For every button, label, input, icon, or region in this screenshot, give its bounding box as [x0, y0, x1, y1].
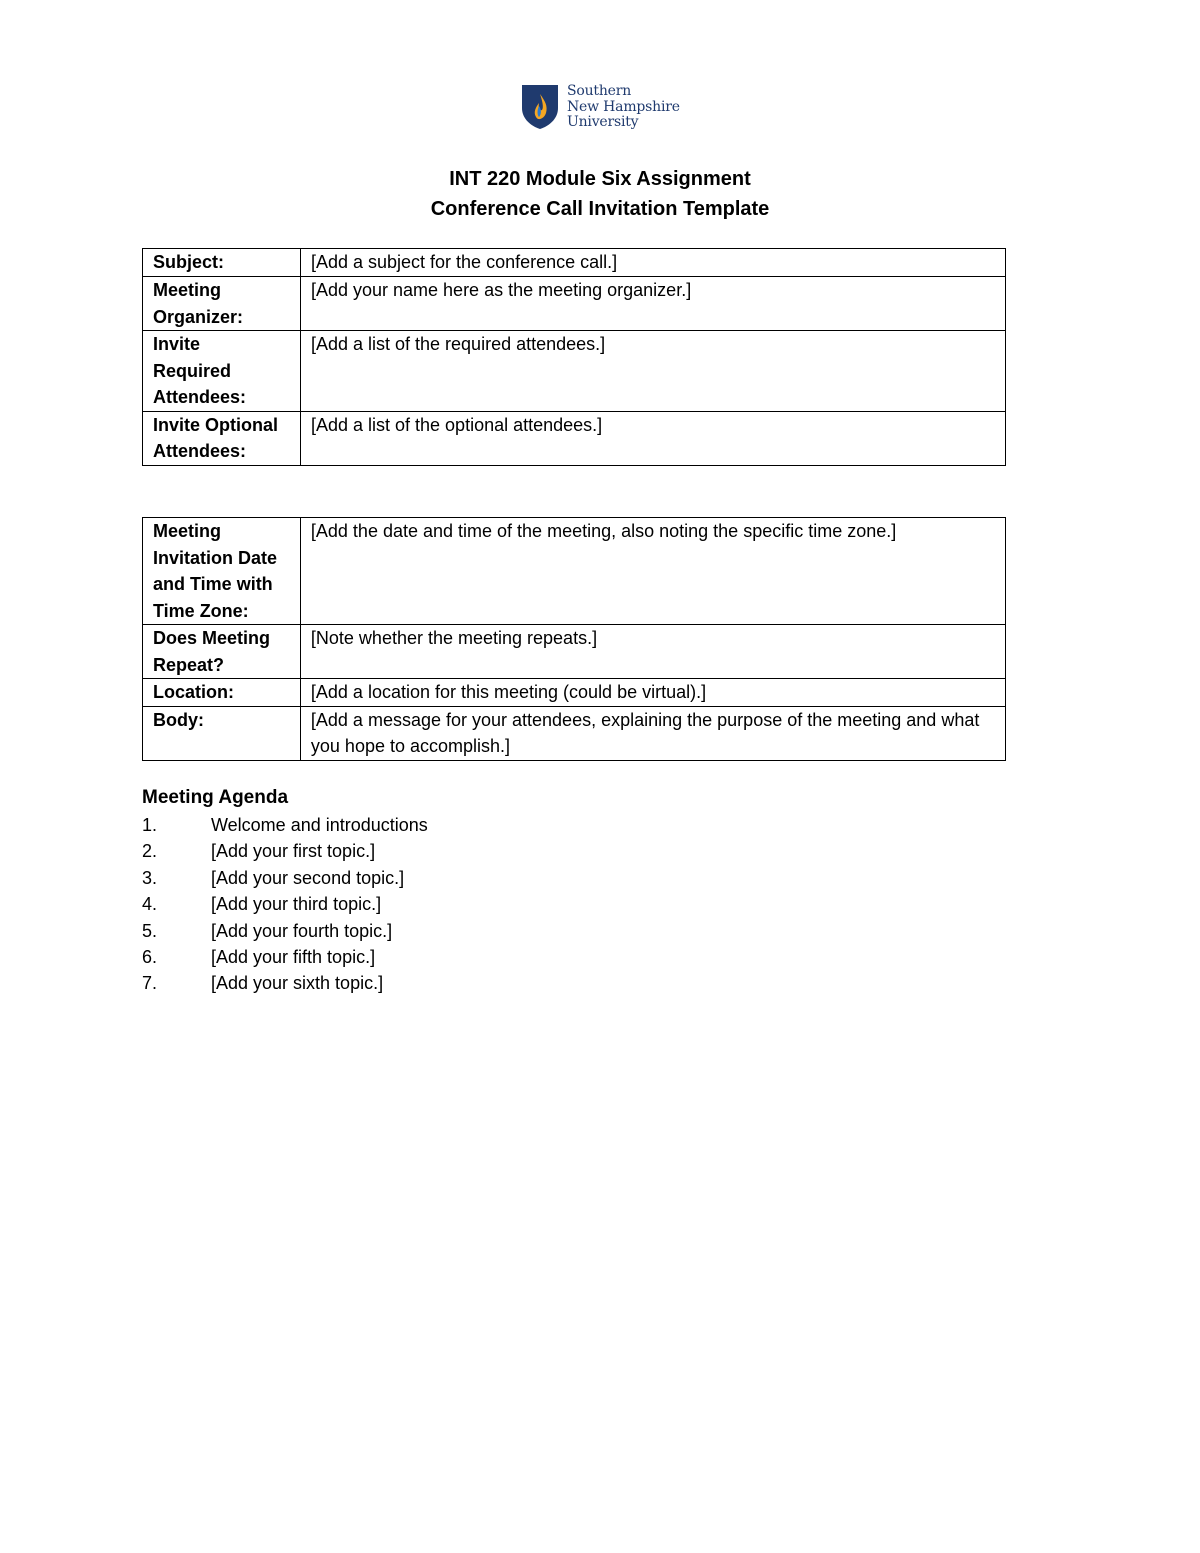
list-text[interactable]: [Add your fifth topic.] [211, 947, 376, 968]
title-line-2: Conference Call Invitation Template [430, 198, 770, 220]
list-text[interactable]: [Add your third topic.] [211, 894, 382, 915]
logo-line-2: New Hampshire [567, 98, 680, 115]
label-text: Invite Required Attendees: [153, 334, 247, 407]
table-row [143, 411, 1006, 465]
row-label: Invite Optional Attendees: [143, 411, 301, 465]
table-row [143, 249, 1006, 277]
list-text[interactable]: [Add your fourth topic.] [211, 920, 393, 941]
row-value[interactable]: [Add a subject for the conference call.] [300, 249, 1005, 277]
row-label: Body: [143, 706, 301, 760]
logo-line-3: University [567, 114, 639, 130]
list-text[interactable]: [Add your sixth topic.] [211, 973, 384, 994]
row-value[interactable]: [Add a list of the optional attendees.] [300, 411, 1005, 465]
list-number: 3. [142, 867, 158, 888]
row-value[interactable]: [Add a message for your attendees, explaining the purpose of the meeting and what you hope to accomplish.] [300, 706, 1005, 760]
list-item [142, 970, 428, 996]
list-item [142, 812, 428, 838]
list-number: 1. [142, 815, 158, 835]
agenda-list [142, 812, 428, 997]
list-number: 7. [142, 973, 158, 994]
list-number: 5. [142, 920, 158, 941]
row-label: Meeting Invitation Date and Time with Time Zone: [143, 518, 301, 625]
row-value[interactable]: [Note whether the meeting repeats.] [300, 625, 1005, 679]
list-item [142, 891, 428, 917]
list-item [142, 944, 428, 970]
invitation-details-table [142, 248, 1006, 466]
table-row [143, 679, 1006, 707]
list-text[interactable]: [Add your second topic.] [211, 867, 405, 888]
table-row [143, 518, 1006, 625]
title-line-1: INT 220 Module Six Assignment [449, 168, 751, 190]
agenda-heading: Meeting Agenda [142, 787, 289, 808]
list-item [142, 918, 428, 944]
row-value[interactable]: [Add a location for this meeting (could be virtual).] [300, 679, 1005, 707]
list-item [142, 838, 428, 864]
table-row [143, 277, 1006, 331]
list-number: 2. [142, 841, 158, 862]
meeting-details-table [142, 517, 1006, 761]
list-text[interactable]: Welcome and introductions [211, 815, 428, 835]
row-label [143, 331, 301, 412]
list-text[interactable]: [Add your first topic.] [211, 841, 376, 862]
label-text: Meeting Organizer: [153, 280, 244, 327]
logo-wordmark [567, 84, 680, 131]
list-number: 6. [142, 947, 158, 968]
row-value[interactable]: [Add the date and time of the meeting, also noting the specific time zone.] [300, 518, 1005, 625]
row-label: Does Meeting Repeat? [143, 625, 301, 679]
list-item [142, 865, 428, 891]
row-value[interactable]: [Add your name here as the meeting organizer.] [300, 277, 1005, 331]
table-row [143, 331, 1006, 412]
logo-line-1: Southern [567, 83, 632, 99]
row-value[interactable]: [Add a list of the required attendees.] [300, 331, 1005, 412]
list-number: 4. [142, 894, 158, 915]
document-title [0, 164, 1200, 224]
table-row [143, 625, 1006, 679]
row-label [143, 277, 301, 331]
row-label: Subject: [143, 249, 301, 277]
row-label: Location: [143, 679, 301, 707]
shield-flame-icon [521, 84, 559, 130]
table-row [143, 706, 1006, 760]
university-logo [521, 84, 691, 134]
